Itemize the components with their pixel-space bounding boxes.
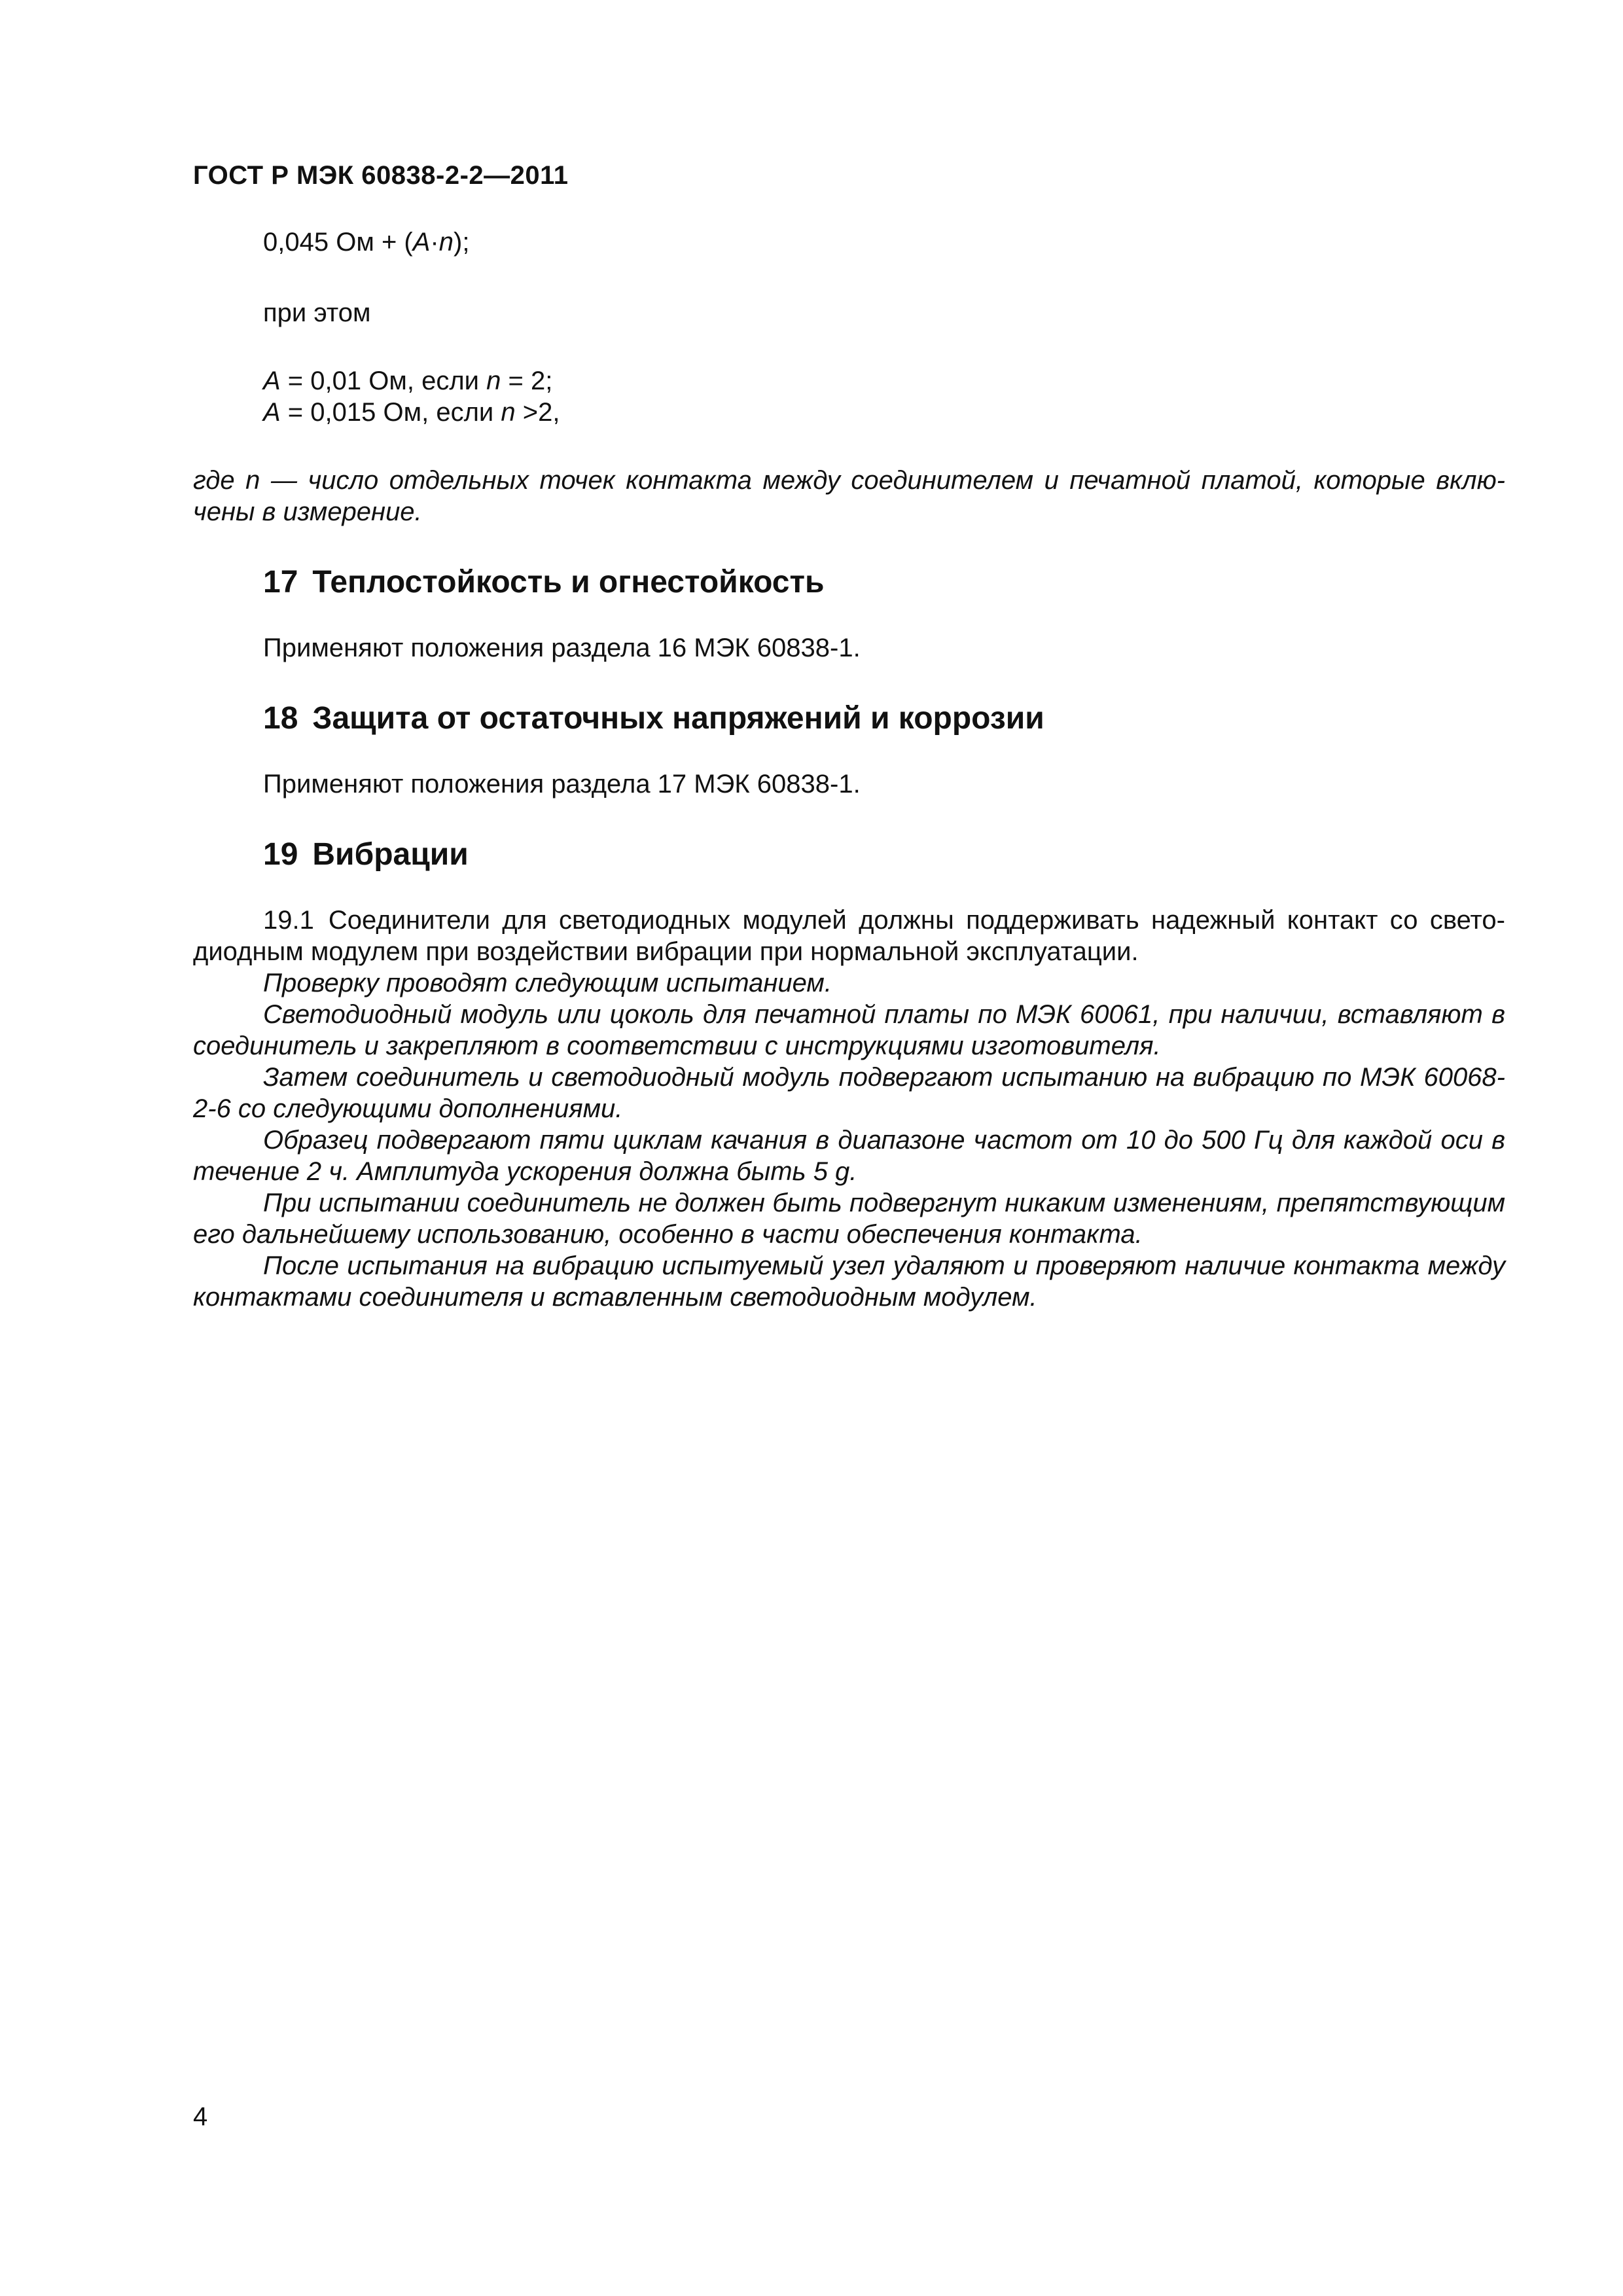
formula-main-suffix: );: [454, 228, 470, 257]
section-18-number: 18: [263, 701, 298, 736]
test-paragraph-1: Проверку проводят следующим испытанием.: [263, 969, 832, 997]
page-number: 4: [193, 2102, 208, 2131]
section-19-heading: [193, 836, 1505, 873]
formula-line-2: [263, 397, 1505, 428]
formula-intro: при этом: [263, 298, 371, 327]
formula-line-1-var: A: [263, 367, 281, 395]
formula-block: [193, 226, 1505, 428]
test-paragraph-6: После испытания на вибрацию испытуемый узел удаляют и проверяют наличие контакта между контактами соединителя и вставленным светодиодным модулем.: [193, 1251, 1505, 1312]
formula-line-2-end: >2,: [515, 398, 560, 427]
section-18-heading: [193, 700, 1505, 737]
section-17-text: Применяют положения раздела 16 МЭК 60838-1.: [263, 634, 861, 662]
section-19-title: Вибрации: [312, 837, 469, 872]
formula-where-note: где n — число отдельных точек контакта между соединителем и печатной платой, которые включены в измерение.: [193, 466, 1505, 526]
formula-line-1-end: = 2;: [501, 367, 553, 395]
test-paragraph-5: При испытании соединитель не должен быть подвергнут никаким изменениям, препятствующим его дальнейшему использованию, особенно в части обеспечения контакта.: [193, 1189, 1505, 1249]
clause-19-1-text: Соединители для светодиодных модулей должны поддерживать надежный контакт со светодиодным модулем при воздействии вибрации при нормальной эксплуатации.: [193, 906, 1505, 966]
formula-var-n: n: [438, 228, 454, 257]
page-content: [193, 226, 1505, 1313]
formula-line-2-mid: = 0,015 Ом, если: [280, 398, 501, 427]
formula-line-2-var: A: [263, 398, 281, 427]
formula-line-1: [263, 365, 1505, 397]
formula-line-1-n: n: [486, 367, 501, 395]
section-18-title: Защита от остаточных напряжений и коррозии: [312, 701, 1044, 736]
formula-var-a: A: [412, 228, 431, 257]
test-paragraph-4: Образец подвергают пяти циклам качания в диапазоне частот от 10 до 500 Гц для каждой оси в течение 2 ч. Амплитуда ускорения должна быть 5 g.: [193, 1126, 1505, 1186]
section-17-heading: [193, 564, 1505, 601]
section-19-number: 19: [263, 837, 298, 872]
section-17-number: 17: [263, 565, 298, 600]
standard-header: ГОСТ Р МЭК 60838-2-2—2011: [193, 161, 569, 190]
formula-main-prefix: 0,045 Ом + (: [263, 228, 413, 257]
formula-dot: ·: [430, 228, 439, 257]
formula-line-2-n: n: [501, 398, 516, 427]
formula-main: [263, 226, 1505, 258]
test-paragraph-2: Светодиодный модуль или цоколь для печатной платы по МЭК 60061, при наличии, вставляют в соединитель и закрепляют в соответствии с инструкциями изготовителя.: [193, 1000, 1505, 1060]
section-18-text: Применяют положения раздела 17 МЭК 60838-1.: [263, 770, 861, 798]
formula-line-1-mid: = 0,01 Ом, если: [280, 367, 487, 395]
section-17-title: Теплостойкость и огнестойкость: [312, 565, 825, 600]
test-paragraph-3: Затем соединитель и светодиодный модуль подвергают испытанию на вибрацию по МЭК 60068-2-6 со следующими дополнениями.: [193, 1063, 1505, 1123]
section-19-1-paragraph: [193, 905, 1505, 967]
clause-19-1-number: 19.1: [263, 906, 314, 935]
